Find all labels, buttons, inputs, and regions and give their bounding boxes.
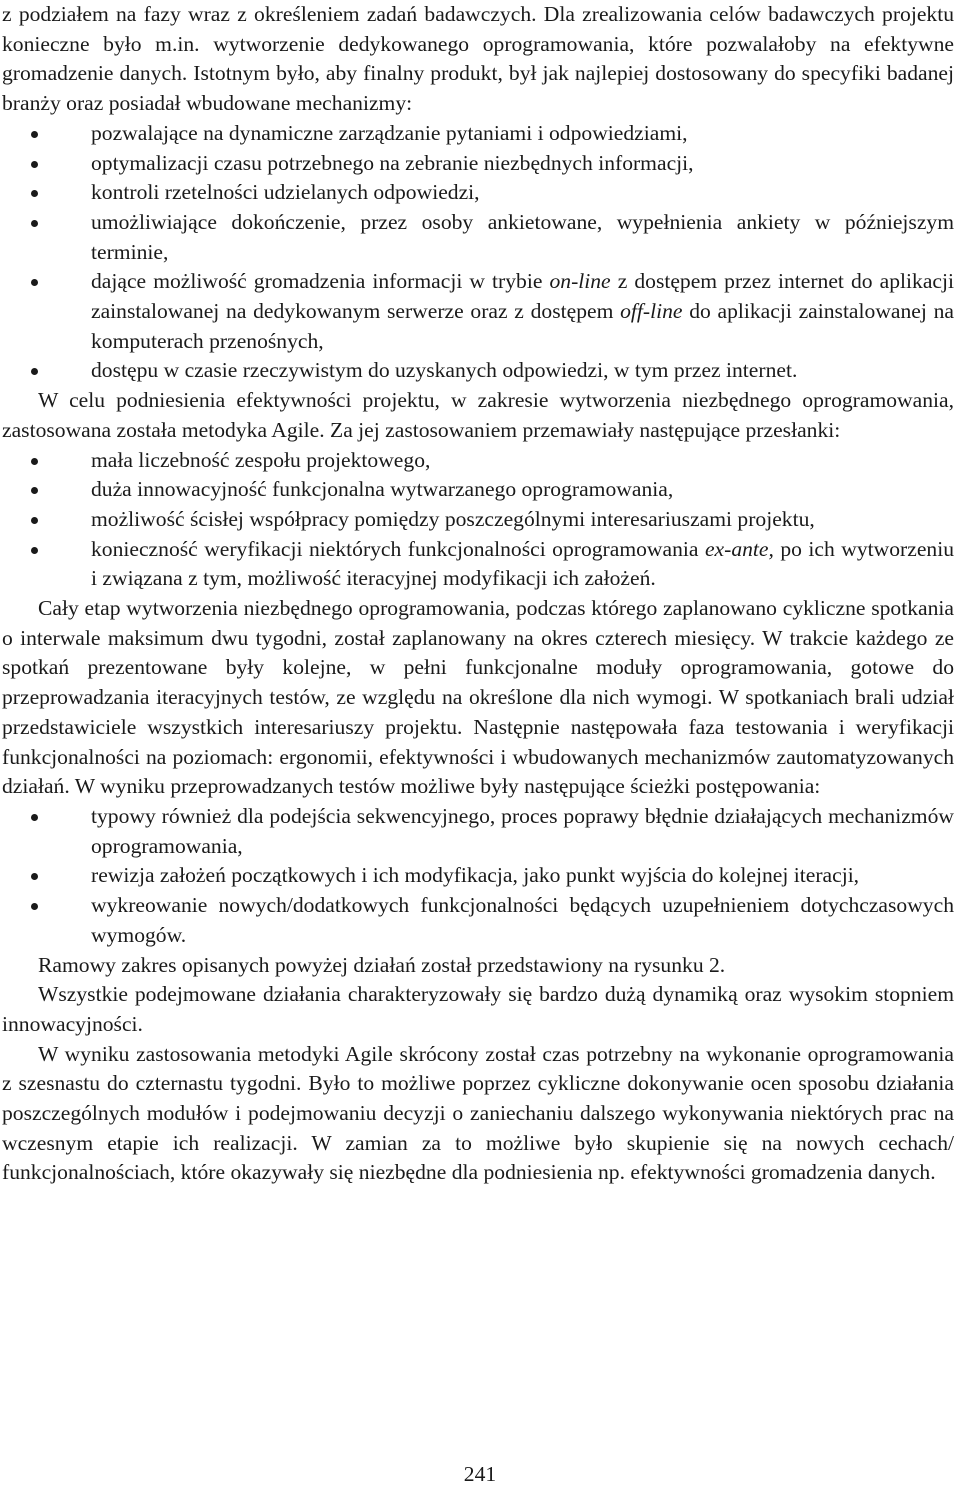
list-item: optymalizacji czasu potrzebnego na zebranie niezbędnych informacji, bbox=[2, 149, 954, 179]
list-item: kontroli rzetelności udzielanych odpowiedzi, bbox=[2, 178, 954, 208]
bullet-icon bbox=[31, 517, 38, 524]
bullet-icon bbox=[31, 368, 38, 375]
page-number: 241 bbox=[463, 1462, 497, 1486]
bullet-icon bbox=[31, 873, 38, 880]
paragraph-dynamics: Wszystkie podejmowane działania charakteryzowały się bardzo dużą dynamiką oraz wysokim stopniem innowacyjności. bbox=[2, 982, 954, 1036]
list-item: dostępu w czasie rzeczywistym do uzyskanych odpowiedzi, w tym przez internet. bbox=[2, 356, 954, 386]
list-item: pozwalające na dynamiczne zarządzanie pytaniami i odpowiedziami, bbox=[2, 119, 954, 149]
list-item: typowy również dla podejścia sekwencyjnego, proces poprawy błędnie działających mechanizmów oprogramowania, bbox=[2, 802, 954, 861]
bullet-icon bbox=[31, 487, 38, 494]
list-mechanisms bbox=[2, 119, 954, 386]
paragraph-figure-ref: Ramowy zakres opisanych powyżej działań został przedstawiony na rysunku 2. bbox=[38, 952, 726, 977]
list-item: rewizja założeń początkowych i ich modyfikacja, jako punkt wyjścia do kolejnej iteracji, bbox=[2, 861, 954, 891]
paragraph-stage: Cały etap wytworzenia niezbędnego oprogramowania, podczas którego zaplanowano cykliczne spotkania o interwale maksimum dwu tygodni, został zaplanowany na okres czterech miesięcy. W trakcie każdego ze spotkań prezentowane były kolejne, w pełni funkcjonalne moduły oprogramowania, gotowe do przeprowadzania iteracyjnych testów, ze względu na określone dla nich wymogi. W spotkaniach brali udział przedstawiciele wszystkich interesariuszy projektu. Następnie następowała faza testowania i weryfikacji funkcjonalności na poziomach: ergonomii, efektywności i wbudowanych mechanizmów zautomatyzowanych działań. W wyniku przeprowadzanych testów możliwe były następujące ścieżki postępowania: bbox=[2, 596, 954, 799]
list-item: konieczność weryfikacji niektórych funkcjonalności oprogramowania ex-ante, po ich wytworzeniu i związana z tym, możliwość iteracyjnej modyfikacji ich założeń. bbox=[2, 535, 954, 594]
list-item: duża innowacyjność funkcjonalna wytwarzanego oprogramowania, bbox=[2, 475, 954, 505]
list-paths bbox=[2, 802, 954, 951]
bullet-icon bbox=[31, 903, 38, 910]
document-body bbox=[2, 0, 954, 1188]
bullet-icon bbox=[31, 547, 38, 554]
bullet-icon bbox=[31, 161, 38, 168]
list-premises bbox=[2, 446, 954, 595]
list-item: wykreowanie nowych/dodatkowych funkcjonalności będących uzupełnieniem dotychczasowych wymogów. bbox=[2, 891, 954, 950]
bullet-icon bbox=[31, 190, 38, 197]
bullet-icon bbox=[31, 220, 38, 227]
paragraph-result: W wyniku zastosowania metodyki Agile skrócony został czas potrzebny na wykonanie oprogramowania z szesnastu do czternastu tygodni. Było to możliwe poprzez cykliczne dokonywanie ocen sposobu działania poszczególnych modułów i podejmowaniu decyzji o zaniechaniu dalszego wykonywania niektórych prac na wczesnym etapie ich realizacji. W zamian za to możliwe było skupienie się na nowych cechach/ funkcjonalnościach, które okazywały się niezbędne dla podniesienia np. efektywności gromadzenia danych. bbox=[2, 1041, 954, 1185]
list-item: możliwość ścisłej współpracy pomiędzy poszczególnymi interesariuszami projektu, bbox=[2, 505, 954, 535]
paragraph-intro: z podziałem na fazy wraz z określeniem zadań badawczych. Dla zrealizowania celów badawczych projektu konieczne było m.in. wytworzenie dedykowanego oprogramowania, które pozwalałoby na efektywne gromadzenie danych. Istotnym było, aby finalny produkt, był jak najlepiej dostosowany do specyfiki badanej branży oraz posiadał wbudowane mechanizmy: bbox=[2, 2, 954, 116]
paragraph-agile: W celu podniesienia efektywności projektu, w zakresie wytworzenia niezbędnego oprogramowania, zastosowana została metodyka Agile. Za jej zastosowaniem przemawiały następujące przesłanki: bbox=[2, 388, 954, 442]
bullet-icon bbox=[31, 458, 38, 465]
bullet-icon bbox=[31, 279, 38, 286]
bullet-icon bbox=[31, 814, 38, 821]
list-item: mała liczebność zespołu projektowego, bbox=[2, 446, 954, 476]
list-item: dające możliwość gromadzenia informacji w trybie on-line z dostępem przez internet do aplikacji zainstalowanej na dedykowanym serwerze oraz z dostępem off-line do aplikacji zainstalowanej na komputerach przenośnych, bbox=[2, 267, 954, 356]
bullet-icon bbox=[31, 131, 38, 138]
list-item: umożliwiające dokończenie, przez osoby ankietowane, wypełnienia ankiety w późniejszym terminie, bbox=[2, 208, 954, 267]
